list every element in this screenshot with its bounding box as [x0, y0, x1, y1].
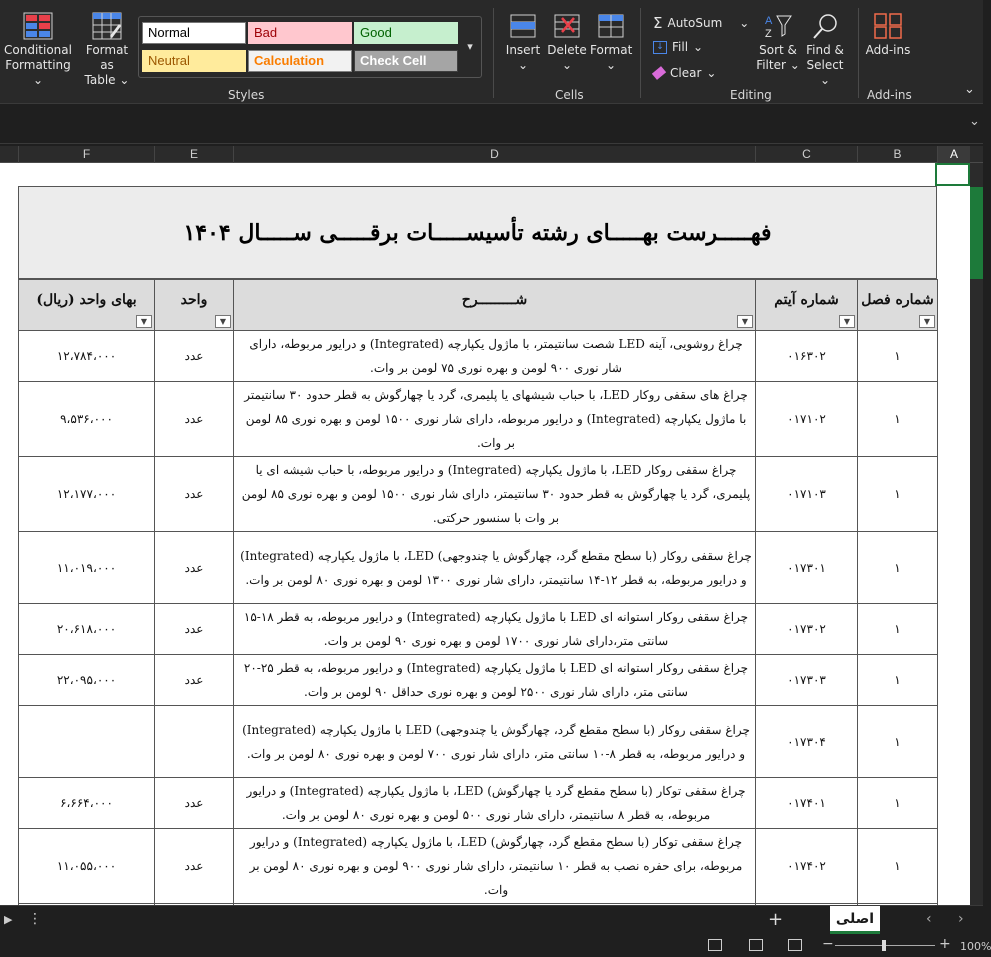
style-check-cell-label: Check Cell: [360, 53, 427, 68]
ribbon: [0, 0, 983, 104]
zoom-out-icon[interactable]: −: [822, 936, 834, 952]
filter-dropdown-icon[interactable]: ▼: [737, 315, 753, 328]
sort-filter-icon: [763, 12, 793, 40]
unit-cell[interactable]: عدد: [155, 829, 234, 904]
column-header-d[interactable]: D: [233, 146, 755, 163]
item-cell[interactable]: ۰۱۷۴۰۱: [756, 778, 858, 829]
conditional-formatting-icon: [23, 12, 53, 40]
svg-text:A: A: [765, 15, 773, 27]
format-as-table-label2: Table: [84, 73, 116, 87]
chevron-down-icon: ⌄: [789, 58, 800, 72]
header-unit[interactable]: [155, 280, 234, 331]
table-row: [19, 829, 938, 904]
unit-cell[interactable]: عدد: [155, 457, 234, 532]
style-check-cell[interactable]: [354, 50, 458, 72]
column-header-e[interactable]: E: [154, 146, 233, 163]
more-options-icon[interactable]: ⋮: [28, 911, 42, 927]
filter-dropdown-icon[interactable]: ▼: [136, 315, 152, 328]
clear-label: Clear: [670, 66, 702, 80]
price-cell[interactable]: ۱۲،۷۸۴،۰۰۰: [19, 331, 155, 382]
insert-cells-icon: [508, 12, 538, 40]
description-cell[interactable]: چراغ سقفی روکار (با سطح مقطع گرد، چهارگوش یا چندوجهی) LED با ماژول یکپارچه (Integrated) و درایور مربوطه، به قطر ۸-۱۰ سانتی متر، دارای شار نوری ۷۰۰ لومن و بهره نوری ۸۰ لومن بر وات.: [234, 706, 756, 778]
find-select-label2: Select: [806, 58, 844, 72]
sort-filter-button[interactable]: [756, 12, 800, 73]
description-cell[interactable]: چراغ های سقفی روکار LED، با حباب شیشهای یا پلیمری، گرد یا چهارگوش به قطر حدود ۳۰ سانتیمتر با ماژول یکپارچه (Integrated) و درایور مربوطه، دارای شار نوری ۱۵۰۰ لومن و بهره نوری ۸۵ لومن بر وات.: [234, 382, 756, 457]
format-as-table-button[interactable]: [78, 12, 136, 88]
add-sheet-icon[interactable]: +: [768, 909, 784, 930]
unit-cell[interactable]: [155, 706, 234, 778]
item-cell[interactable]: ۰۱۷۱۰۲: [756, 382, 858, 457]
insert-button[interactable]: [503, 12, 543, 73]
chevron-down-icon: ⌄: [119, 73, 130, 87]
header-price[interactable]: [19, 280, 155, 331]
filter-dropdown-icon[interactable]: ▼: [919, 315, 935, 328]
format-cells-icon: [596, 12, 626, 40]
formula-bar[interactable]: [0, 104, 983, 144]
description-cell[interactable]: چراغ روشویی، آینه LED شصت سانتیمتر، با ماژول یکپارچه (Integrated) و درایور مربوطه، دارای شار نوری ۹۰۰ لومن و بهره نوری ۷۵ لومن بر وات.: [234, 331, 756, 382]
sort-filter-label2: Filter: [756, 58, 786, 72]
price-cell[interactable]: ۹،۵۳۶،۰۰۰: [19, 382, 155, 457]
add-ins-button[interactable]: [864, 12, 912, 58]
column-header-a[interactable]: A: [937, 146, 970, 163]
styles-group-label: Styles: [228, 88, 265, 102]
format-label: Format: [590, 43, 633, 57]
scroll-tabs-icon[interactable]: ▶: [4, 913, 13, 926]
row-headers: [970, 163, 983, 905]
price-cell[interactable]: [19, 706, 155, 778]
chevron-down-icon: ⌄: [739, 16, 750, 30]
status-bar: [0, 935, 991, 957]
chapter-cell[interactable]: ۱: [858, 532, 938, 604]
selected-row-indicator: [970, 187, 983, 279]
header-description[interactable]: [234, 280, 756, 331]
header-description-label: شـــــــــرح: [461, 292, 528, 308]
description-cell[interactable]: چراغ سقفی روکار استوانه ای LED با ماژول یکپارچه (Integrated) و درایور مربوطه، به قطر ۲۵-۲۰ سانتی متر، دارای شار نوری ۲۵۰۰ لومن و بهره نوری حداقل ۹۰ لومن بر وات.: [234, 655, 756, 706]
chapter-cell[interactable]: ۱: [858, 604, 938, 655]
add-ins-group-label: Add-ins: [867, 88, 912, 102]
chapter-cell[interactable]: ۱: [858, 382, 938, 457]
unit-cell[interactable]: عدد: [155, 382, 234, 457]
normal-view-icon[interactable]: [708, 939, 722, 951]
price-cell[interactable]: ۱۱،۰۵۵،۰۰۰: [19, 829, 155, 904]
eraser-icon: [652, 66, 666, 80]
price-cell[interactable]: ۲۰،۶۱۸،۰۰۰: [19, 604, 155, 655]
description-cell[interactable]: چراغ سقفی روکار استوانه ای LED با ماژول یکپارچه (Integrated) و درایور مربوطه، به قطر ۱۸-۱۵ سانتی متر،دارای شار نوری ۱۷۰۰ لومن و بهره نوری ۹۰ لومن بر وات.: [234, 604, 756, 655]
chevron-down-icon: ⌄: [605, 58, 617, 72]
sheet-title[interactable]: فهـــــرست بهـــــای رشته تأسیســـــات برقـــــی ســـــال ۱۴۰۴: [18, 186, 937, 279]
item-cell[interactable]: ۰۱۷۴۰۲: [756, 829, 858, 904]
header-price-label: بهای واحد (ریال): [36, 292, 137, 308]
header-item[interactable]: [756, 280, 858, 331]
filter-dropdown-icon[interactable]: ▼: [839, 315, 855, 328]
find-select-label1: Find &: [806, 43, 844, 57]
conditional-formatting-button[interactable]: [4, 12, 72, 88]
chevron-down-icon: ⌄: [561, 58, 573, 72]
item-cell[interactable]: ۰۱۷۱۰۳: [756, 457, 858, 532]
style-bad[interactable]: [248, 22, 352, 44]
chapter-cell[interactable]: ۱: [858, 655, 938, 706]
autosum-label: AutoSum: [667, 16, 723, 30]
insert-label: Insert: [505, 43, 541, 57]
collapse-ribbon-icon[interactable]: ⌄: [964, 82, 975, 97]
chapter-cell[interactable]: ۱: [858, 706, 938, 778]
zoom-level[interactable]: 100%: [960, 940, 991, 953]
table-row: [19, 382, 938, 457]
styles-expand-icon[interactable]: ▾: [467, 40, 473, 53]
item-cell[interactable]: ۰۱۷۳۰۱: [756, 532, 858, 604]
chevron-right-icon[interactable]: ›: [958, 911, 964, 927]
header-chapter-label: شماره فصل: [861, 292, 934, 308]
item-cell[interactable]: ۰۱۷۳۰۳: [756, 655, 858, 706]
chevron-down-icon: ⌄: [32, 73, 44, 87]
price-cell[interactable]: ۱۱،۰۱۹،۰۰۰: [19, 532, 155, 604]
editing-group-label: Editing: [730, 88, 772, 102]
table-row: [19, 457, 938, 532]
header-unit-label: واحد: [180, 292, 208, 308]
style-calculation[interactable]: [248, 50, 352, 72]
style-neutral-label: Neutral: [148, 53, 190, 68]
table-row: [19, 655, 938, 706]
price-cell[interactable]: ۱۲،۱۷۷،۰۰۰: [19, 457, 155, 532]
zoom-in-icon[interactable]: +: [939, 936, 951, 952]
style-good-label: Good: [360, 25, 392, 40]
description-cell[interactable]: چراغ سقفی روکار (با سطح مقطع گرد، چهارگوش یا چندوجهی) LED، با ماژول یکپارچه (Integrated) و درایور مربوطه، به قطر ۱۲-۱۴ سانتیمتر، دارای شار نوری ۱۳۰۰ لومن و بهره نوری ۸۰ لومن بر وات.: [234, 532, 756, 604]
page-break-preview-icon[interactable]: [788, 939, 802, 951]
description-cell[interactable]: چراغ سقفی توکار (با سطح مقطع گرد یا چهارگوش) LED، با ماژول یکپارچه (Integrated) و درایور مربوطه، به قطر ۸ سانتیمتر، دارای شار نوری ۵۰۰ لومن و بهره نوری ۸۰ لومن بر وات.: [234, 778, 756, 829]
style-normal-label: Normal: [148, 25, 190, 40]
price-cell[interactable]: ۲۲،۰۹۵،۰۰۰: [19, 655, 155, 706]
filter-dropdown-icon[interactable]: ▼: [215, 315, 231, 328]
divider: [640, 8, 641, 98]
item-cell[interactable]: ۰۱۷۳۰۴: [756, 706, 858, 778]
unit-cell[interactable]: عدد: [155, 655, 234, 706]
column-header-c[interactable]: C: [755, 146, 857, 163]
chevron-down-icon: ⌄: [517, 58, 529, 72]
chapter-cell[interactable]: ۱: [858, 778, 938, 829]
description-cell[interactable]: چراغ سقفی روکار LED، با ماژول یکپارچه (Integrated) و درایور مربوطه، با حباب شیشه ای یا پلیمری، گرد یا چهارگوش به قطر حدود ۳۰ سانتیمتر، دارای شار نوری ۱۵۰۰ لومن و بهره نوری ۸۵ لومن بر وات با سنسور حرکتی.: [234, 457, 756, 532]
fill-button[interactable]: [653, 40, 703, 54]
divider: [858, 8, 859, 98]
header-chapter[interactable]: [858, 280, 938, 331]
style-normal[interactable]: [142, 22, 246, 44]
unit-cell[interactable]: عدد: [155, 532, 234, 604]
format-as-table-label1: Format as: [85, 43, 129, 72]
style-calculation-label: Calculation: [254, 53, 325, 68]
delete-cells-icon: [552, 12, 582, 40]
chevron-left-icon[interactable]: ‹: [926, 911, 932, 927]
delete-button[interactable]: [546, 12, 588, 73]
sigma-icon: Σ: [653, 14, 663, 32]
header-item-label: شماره آیتم: [774, 292, 839, 308]
price-cell[interactable]: ۶،۶۶۴،۰۰۰: [19, 778, 155, 829]
active-cell[interactable]: [935, 163, 970, 186]
fill-label: Fill: [672, 40, 689, 54]
conditional-formatting-label1: Conditional: [4, 43, 72, 57]
item-cell[interactable]: ۰۱۷۳۰۲: [756, 604, 858, 655]
style-bad-label: Bad: [254, 25, 278, 40]
table-row: [19, 532, 938, 604]
autosum-button[interactable]: [653, 14, 749, 32]
unit-cell[interactable]: عدد: [155, 331, 234, 382]
divider: [493, 8, 494, 98]
format-as-table-icon: [92, 12, 122, 40]
conditional-formatting-label2: Formatting: [5, 58, 71, 72]
fill-down-icon: ↓: [653, 41, 667, 54]
chapter-cell[interactable]: ۱: [858, 829, 938, 904]
table-row: [19, 331, 938, 382]
sort-filter-label1: Sort &: [759, 43, 797, 57]
search-icon: [810, 12, 840, 40]
chapter-cell[interactable]: ۱: [858, 331, 938, 382]
item-cell[interactable]: ۰۱۶۳۰۲: [756, 331, 858, 382]
chevron-down-icon: ⌄: [693, 40, 704, 54]
format-button[interactable]: [590, 12, 632, 73]
column-header-b[interactable]: B: [857, 146, 937, 163]
worksheet[interactable]: [0, 163, 970, 905]
add-ins-label: Add-ins: [865, 43, 911, 57]
find-select-button[interactable]: [802, 12, 848, 88]
price-table: [18, 279, 938, 952]
column-header-f[interactable]: F: [18, 146, 154, 163]
table-row: [19, 604, 938, 655]
style-good[interactable]: [354, 22, 458, 44]
sheet-tab-main[interactable]: اصلی: [830, 906, 880, 934]
delete-label: Delete: [547, 43, 587, 57]
unit-cell[interactable]: عدد: [155, 604, 234, 655]
cells-group-label: Cells: [555, 88, 584, 102]
description-cell[interactable]: چراغ سقفی توکار (با سطح مقطع گرد، چهارگوش) LED، با ماژول یکپارچه (Integrated) و درایور مربوطه، برای حفره نصب به قطر ۱۰ سانتیمتر، دارای شار نوری ۹۰۰ لومن و بهره نوری ۸۰ لومن بر وات.: [234, 829, 756, 904]
chapter-cell[interactable]: ۱: [858, 457, 938, 532]
table-header-row: [19, 280, 938, 331]
table-row: [19, 778, 938, 829]
sheet-tab-bar: [0, 905, 983, 935]
add-ins-icon: [873, 12, 903, 40]
clear-button[interactable]: [653, 66, 716, 80]
style-neutral[interactable]: [142, 50, 246, 72]
chevron-down-icon: ⌄: [706, 66, 717, 80]
expand-formula-bar-icon[interactable]: ⌄: [969, 114, 980, 129]
zoom-slider-thumb[interactable]: [882, 940, 886, 951]
column-headers: [0, 146, 983, 163]
svg-text:Z: Z: [765, 28, 772, 40]
page-layout-icon[interactable]: [749, 939, 763, 951]
unit-cell[interactable]: عدد: [155, 778, 234, 829]
chevron-down-icon: ⌄: [819, 73, 831, 87]
table-row: [19, 706, 938, 778]
